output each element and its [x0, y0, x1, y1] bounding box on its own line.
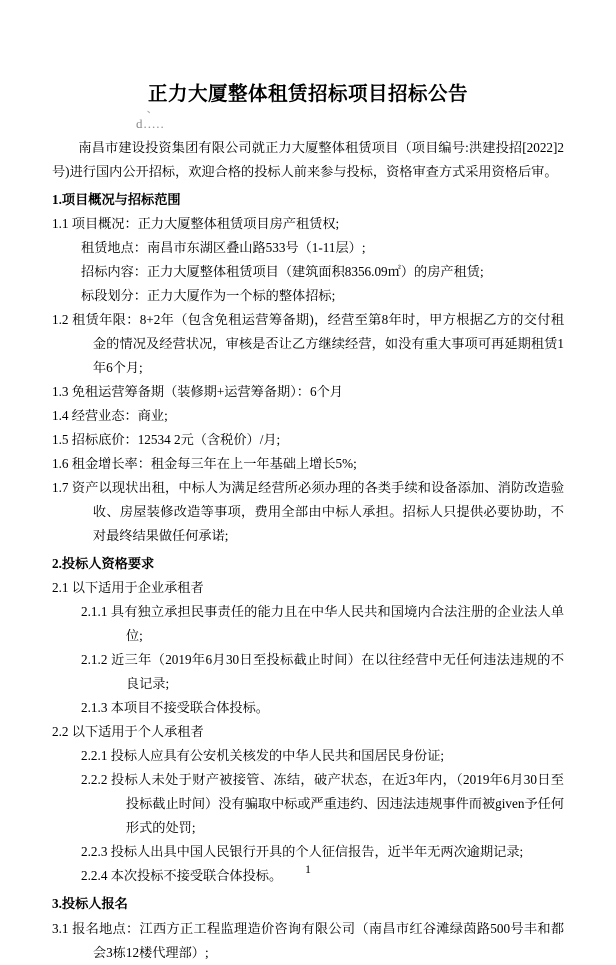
clause-1-4 — [52, 404, 564, 428]
clause-1-4-num: 1.4 — [52, 408, 69, 424]
intro-paragraph: 南昌市建设投资集团有限公司就正力大厦整体租赁项目（项目编号:洪建投招[2022]2号)进行国内公开招标，欢迎合格的投标人前来参与投标，资格审查方式采用资格后审。 — [52, 140, 564, 180]
scan-artifact-mark-2: d..... — [136, 116, 165, 131]
clause-1-5-text: 招标底价：12534 2元（含税价）/月; — [71, 432, 281, 448]
clause-1-5-num: 1.5 — [52, 432, 69, 448]
clause-1-6-num: 1.6 — [52, 456, 69, 472]
clause-2-1-1-num: 2.1.1 — [81, 604, 108, 620]
section-heading-3: 3.投标人报名 — [52, 896, 128, 912]
clause-2-2-4-text: 本次投标不接受联合体投标。 — [110, 868, 283, 884]
page-number: 1 — [305, 862, 311, 876]
section-heading-1: 1.项目概况与招标范围 — [52, 192, 181, 208]
clause-1-1-location: 租赁地点：南昌市东湖区叠山路533号（1-11层）; — [81, 240, 366, 256]
clause-2-2-2 — [52, 768, 564, 840]
clause-1-6 — [52, 452, 564, 476]
scan-artifact-mark-1: 、 — [145, 102, 159, 116]
clause-2-2-1-text: 投标人应具有公安机关核发的中华人民共和国居民身份证; — [110, 748, 445, 764]
clause-1-7 — [52, 476, 564, 548]
clause-2-2-3-num: 2.2.3 — [81, 844, 108, 860]
clause-1-6-text: 租金增长率：租金每三年在上一年基础上增长5%; — [71, 456, 357, 472]
clause-2-1-1 — [52, 600, 564, 648]
clause-2-2-3 — [52, 840, 564, 864]
clause-2-1-text: 以下适用于企业承租者 — [71, 580, 204, 596]
clause-2-2-1 — [52, 744, 564, 768]
clause-2-1-3 — [52, 696, 564, 720]
clause-2-1-1-text: 具有独立承担民事责任的能力且在中华人民共和国境内合法注册的企业法人单位; — [110, 604, 565, 644]
clause-3-1-text: 报名地点：江西方正工程监理造价咨询有限公司（南昌市红谷滩绿茵路500号丰和都会3栋12楼代理部）; — [72, 920, 565, 960]
clause-2-2-3-text: 投标人出具中国人民银行开具的个人征信报告，近半年无两次逾期记录; — [110, 844, 524, 860]
document-page — [0, 78, 616, 960]
clause-1-5 — [52, 428, 564, 452]
document-body — [52, 136, 564, 965]
clause-2-2-2-num: 2.2.2 — [81, 772, 108, 788]
clause-2-2-1-num: 2.2.1 — [81, 748, 108, 764]
clause-2-1-3-num: 2.1.3 — [81, 700, 108, 716]
clause-2-2-2-text: 投标人未处于财产被接管、冻结，破产状态，在近3年内，（2019年6月30日至投标截止时间）没有骗取中标或严重违约、因违法违规事件而被given予任何形式的处罚; — [111, 772, 565, 836]
clause-1-1-num: 1.1 — [52, 216, 69, 232]
clause-1-4-text: 经营业态：商业; — [71, 408, 168, 424]
clause-2-1-num: 2.1 — [52, 580, 69, 596]
clause-1-1-text: 项目概况：正力大厦整体租赁项目房产租赁权; — [71, 216, 340, 232]
clause-1-1 — [52, 212, 564, 236]
clause-2-1-3-text: 本项目不接受联合体投标。 — [110, 700, 269, 716]
clause-1-2-text: 租赁年限：8+2年（包含免租运营筹备期)，经营至第8年时，甲方根据乙方的交付租金的情况及经营状况，审核是否让乙方继续经营，如没有重大事项可再延期租赁1年6个月; — [72, 312, 565, 376]
clause-2-1 — [52, 576, 564, 600]
clause-2-2-num: 2.2 — [52, 724, 69, 740]
clause-3-1 — [52, 917, 564, 965]
section-heading-2: 2.投标人资格要求 — [52, 556, 155, 572]
clause-1-7-text: 资产以现状出租，中标人为满足经营所必须办理的各类手续和设备添加、消防改造验收、房屋装修改造等事项，费用全部由中标人承担。招标人只提供必要协助，不对最终结果做任何承诺; — [71, 480, 565, 544]
clause-1-2 — [52, 308, 564, 380]
clause-1-3 — [52, 380, 564, 404]
clause-1-1-content: 招标内容：正力大厦整体租赁项目（建筑面积8356.09㎡）的房产租赁; — [81, 264, 484, 280]
page-title: 正力大厦整体租赁招标项目招标公告 — [147, 84, 468, 105]
clause-1-1-lots: 标段划分：正力大厦作为一个标的整体招标; — [81, 288, 336, 304]
clause-1-3-text: 免租运营筹备期（装修期+运营筹备期）：6个月 — [71, 384, 343, 400]
clause-1-2-num: 1.2 — [52, 312, 69, 328]
clause-1-7-num: 1.7 — [52, 480, 69, 496]
clause-2-1-2-text: 近三年（2019年6月30日至投标截止时间）在以往经营中无任何违法违规的不良记录; — [111, 652, 565, 692]
clause-1-3-num: 1.3 — [52, 384, 69, 400]
clause-2-2-text: 以下适用于个人承租者 — [71, 724, 204, 740]
clause-2-2-4-num: 2.2.4 — [81, 868, 108, 884]
clause-2-1-2 — [52, 648, 564, 696]
clause-3-1-num: 3.1 — [52, 920, 69, 936]
clause-2-1-2-num: 2.1.2 — [81, 652, 108, 668]
clause-2-2 — [52, 720, 564, 744]
